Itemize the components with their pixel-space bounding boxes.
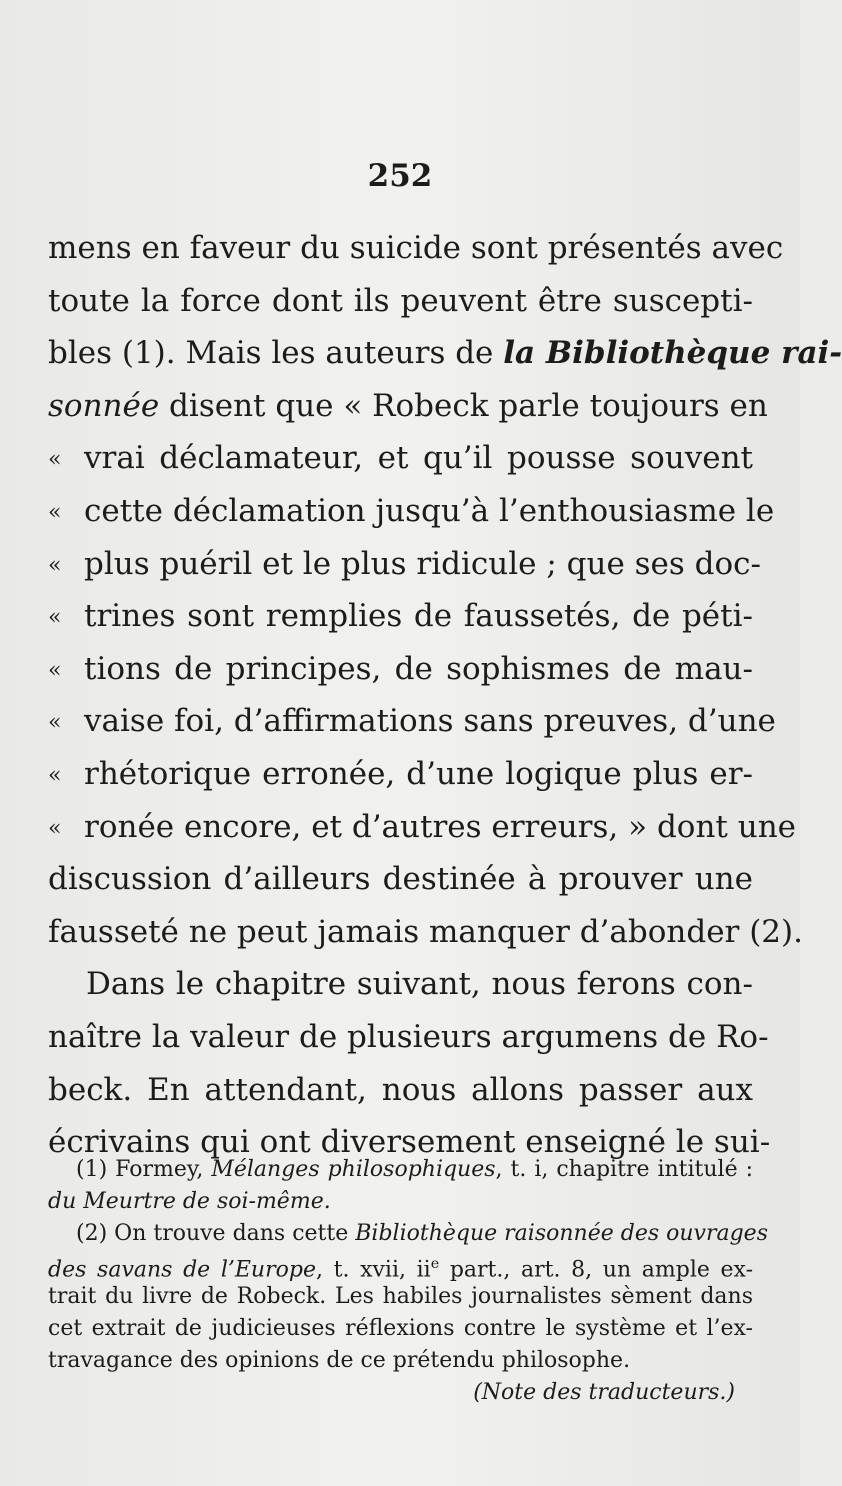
- text-segment: vrai déclamateur, et qu’il pousse souvent: [84, 440, 753, 477]
- text-segment: vaise foi, d’affirmations sans preuves, d’une: [84, 703, 776, 740]
- body-text: [48, 222, 842, 1169]
- text-line: [48, 538, 762, 591]
- text-segment: rhétorique erronée, d’une logique plus er-: [84, 755, 753, 792]
- page-number: 252: [367, 158, 433, 194]
- text-segment: , t. xvii, ii: [315, 1257, 431, 1283]
- text-segment: mens en faveur du suicide sont présentés avec: [48, 230, 784, 266]
- text-line: [48, 643, 753, 696]
- text-segment: Bibliothèque raisonnée des ouvrages: [355, 1220, 768, 1246]
- footnote-line: [48, 1249, 753, 1281]
- text-segment: disent que « Robeck parle toujours en: [159, 387, 768, 424]
- text-line: [48, 1064, 753, 1117]
- text-segment: beck. En attendant, nous allons passer aux: [48, 1071, 753, 1108]
- text-segment: écrivains qui ont diversement enseigné le sui-: [48, 1124, 771, 1161]
- guillemet-mark: «: [48, 552, 62, 578]
- text-segment: (1) Formey,: [76, 1157, 212, 1182]
- footnote-line: [48, 1345, 753, 1377]
- text-line: [48, 906, 803, 959]
- text-segment: la Bibliothèque rai-: [503, 335, 842, 372]
- text-segment: ronée encore, et d’autres erreurs, » dont une: [84, 808, 797, 845]
- text-segment: cette déclamation jusqu’à l’enthousiasme le: [84, 492, 775, 529]
- guillemet-mark: «: [48, 815, 62, 841]
- text-line: [48, 485, 775, 538]
- text-line: [48, 801, 797, 854]
- text-segment: naître la valeur de plusieurs argumens de Ro-: [48, 1018, 769, 1055]
- text-segment: plus puéril et le plus ridicule ; que ses doc-: [84, 545, 762, 582]
- text-segment: des savans de l’Europe: [48, 1257, 316, 1283]
- footnote-line: [48, 1281, 753, 1313]
- footnote-line: [48, 1313, 753, 1345]
- text-segment: bles (1). Mais les auteurs de: [48, 335, 504, 372]
- translator-note: (Note des traducteurs.): [473, 1379, 735, 1405]
- text-segment: fausseté ne peut jamais manquer d’abonder (2).: [48, 913, 803, 950]
- text-line: [48, 695, 776, 748]
- text-segment: tions de principes, de sophismes de mau-: [84, 650, 753, 687]
- text-segment: part., art. 8, un ample ex-: [439, 1257, 753, 1283]
- guillemet-mark: «: [48, 762, 62, 788]
- text-line: [48, 275, 753, 328]
- text-segment: , chapitre intitulé :: [541, 1157, 753, 1182]
- footnote-line: [48, 1218, 768, 1250]
- text-segment: i: [534, 1157, 542, 1182]
- footnote-lines: [48, 1154, 768, 1377]
- guillemet-mark: «: [48, 605, 62, 631]
- footnote-line: [48, 1186, 753, 1218]
- text-line: [48, 853, 753, 906]
- text-segment: toute la force dont ils peuvent être suscepti-: [48, 282, 753, 319]
- text-line: [48, 380, 768, 433]
- guillemet-mark: «: [48, 657, 62, 683]
- text-line: [48, 590, 753, 643]
- text-line: [48, 222, 784, 275]
- text-line: [48, 958, 753, 1011]
- text-segment: trines sont remplies de faussetés, de péti-: [84, 598, 753, 635]
- guillemet-mark: «: [48, 710, 62, 736]
- guillemet-mark: «: [48, 447, 62, 473]
- footnote-line: [48, 1154, 753, 1186]
- text-segment: e: [430, 1256, 440, 1273]
- text-line: [48, 748, 753, 801]
- guillemet-mark: «: [48, 499, 62, 525]
- text-segment: discussion d’ailleurs destinée à prouver une: [48, 861, 753, 898]
- text-line: [48, 1011, 769, 1064]
- text-segment: cet extrait de judicieuses réflexions contre le système et l’ex-: [48, 1315, 753, 1341]
- text-segment: , t.: [495, 1157, 535, 1182]
- footnotes: [48, 1154, 768, 1408]
- text-line: [48, 432, 753, 485]
- text-segment: Mélanges philosophiques: [211, 1157, 496, 1182]
- text-segment: du Meurtre de soi-même.: [48, 1188, 331, 1214]
- text-segment: sonnée: [48, 387, 160, 424]
- text-segment: trait du livre de Robeck. Les habiles journalistes sèment dans: [48, 1284, 753, 1310]
- text-segment: (2) On trouve dans cette: [76, 1220, 356, 1246]
- text-line: [48, 327, 842, 380]
- text-segment: Dans le chapitre suivant, nous ferons con-: [86, 966, 753, 1003]
- text-segment: travagance des opinions de ce prétendu philosophe.: [48, 1347, 631, 1373]
